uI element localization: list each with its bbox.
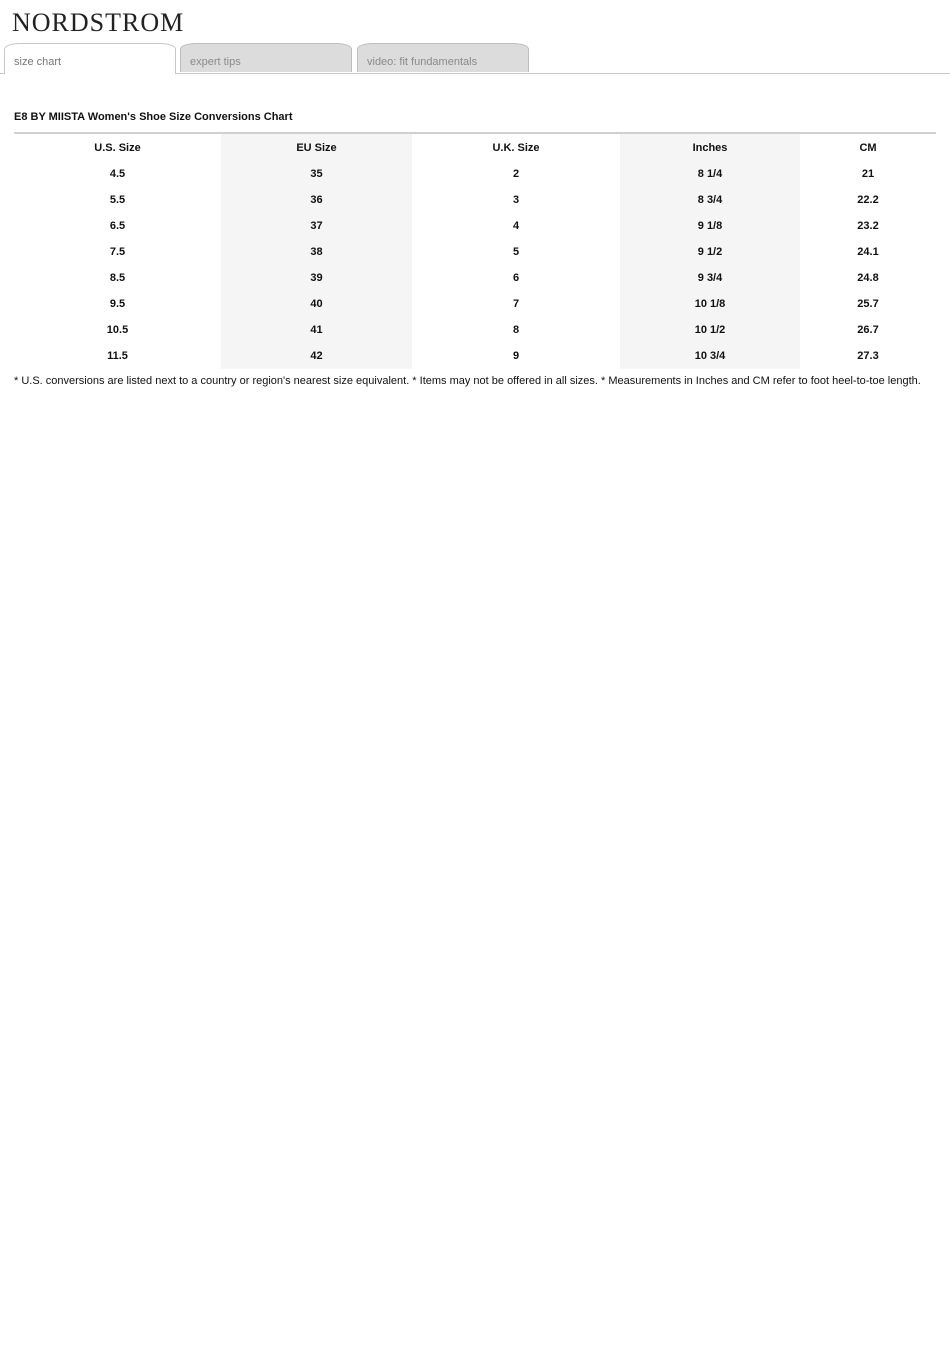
cell-eu-size: 38 xyxy=(221,239,412,265)
cell-us-size: 9.5 xyxy=(109,298,126,310)
cell-cm: 22.2 xyxy=(857,194,879,206)
cell-us-size: 7.5 xyxy=(109,246,126,258)
cell-eu-size: 40 xyxy=(221,291,412,317)
cell-cm: 21 xyxy=(861,168,875,180)
tab-expert-tips[interactable]: expert tips xyxy=(180,43,352,72)
cell-inches: 9 1/8 xyxy=(620,213,800,239)
cell-us-size: 11.5 xyxy=(107,350,128,362)
cell-eu-size: 37 xyxy=(221,213,412,239)
cell-inches: 8 3/4 xyxy=(620,187,800,213)
nordstrom-logo: NORDSTROM xyxy=(12,8,185,37)
cell-cm: 23.2 xyxy=(857,220,879,232)
header-cm: CM xyxy=(859,141,877,154)
cell-cm: 25.7 xyxy=(857,298,879,310)
table-row xyxy=(14,291,936,317)
cell-uk-size: 8 xyxy=(512,324,520,336)
cell-cm: 26.7 xyxy=(857,324,879,336)
table-row xyxy=(14,187,936,213)
chart-title: E8 BY MIISTA Women's Shoe Size Conversions Chart xyxy=(14,111,293,123)
cell-uk-size: 6 xyxy=(512,272,520,284)
cell-cm: 27.3 xyxy=(857,350,879,362)
cell-inches: 9 1/2 xyxy=(620,239,800,265)
cell-cm: 24.8 xyxy=(857,272,879,284)
cell-inches: 8 1/4 xyxy=(620,161,800,187)
table-body xyxy=(14,161,936,369)
header-uk-size: U.K. Size xyxy=(492,141,540,154)
cell-uk-size: 4 xyxy=(512,220,520,232)
cell-uk-size: 2 xyxy=(512,168,520,180)
cell-cm: 24.1 xyxy=(857,246,879,258)
cell-uk-size: 3 xyxy=(512,194,520,206)
tab-bar xyxy=(0,43,950,74)
cell-eu-size: 42 xyxy=(221,343,412,369)
table-row xyxy=(14,317,936,343)
header-us-size: U.S. Size xyxy=(94,141,141,154)
cell-uk-size: 9 xyxy=(512,350,520,362)
cell-inches: 9 3/4 xyxy=(620,265,800,291)
size-conversion-table xyxy=(14,132,936,369)
table-header-row xyxy=(14,133,936,161)
tab-size-chart[interactable]: size chart xyxy=(4,43,176,74)
cell-us-size: 8.5 xyxy=(109,272,126,284)
cell-eu-size: 35 xyxy=(221,161,412,187)
cell-eu-size: 39 xyxy=(221,265,412,291)
table-row xyxy=(14,343,936,369)
cell-eu-size: 41 xyxy=(221,317,412,343)
cell-eu-size: 36 xyxy=(221,187,412,213)
cell-inches: 10 1/8 xyxy=(620,291,800,317)
table-row xyxy=(14,239,936,265)
table-row xyxy=(14,265,936,291)
header-inches: Inches xyxy=(620,133,800,161)
tab-video-fit-fundamentals[interactable]: video: fit fundamentals xyxy=(357,43,529,72)
cell-us-size: 5.5 xyxy=(109,194,126,206)
cell-inches: 10 3/4 xyxy=(620,343,800,369)
table-row xyxy=(14,213,936,239)
cell-us-size: 6.5 xyxy=(109,220,126,232)
table-row xyxy=(14,161,936,187)
cell-uk-size: 5 xyxy=(512,246,520,258)
cell-uk-size: 7 xyxy=(512,298,520,310)
footnote: * U.S. conversions are listed next to a country or region's nearest size equivalent. * Items may not be offered in all sizes. * Measurements in Inches and CM refer to foot heel-to-toe length. xyxy=(14,375,921,387)
header-eu-size: EU Size xyxy=(221,133,412,161)
cell-us-size: 10.5 xyxy=(106,324,129,336)
cell-us-size: 4.5 xyxy=(109,168,126,180)
cell-inches: 10 1/2 xyxy=(620,317,800,343)
